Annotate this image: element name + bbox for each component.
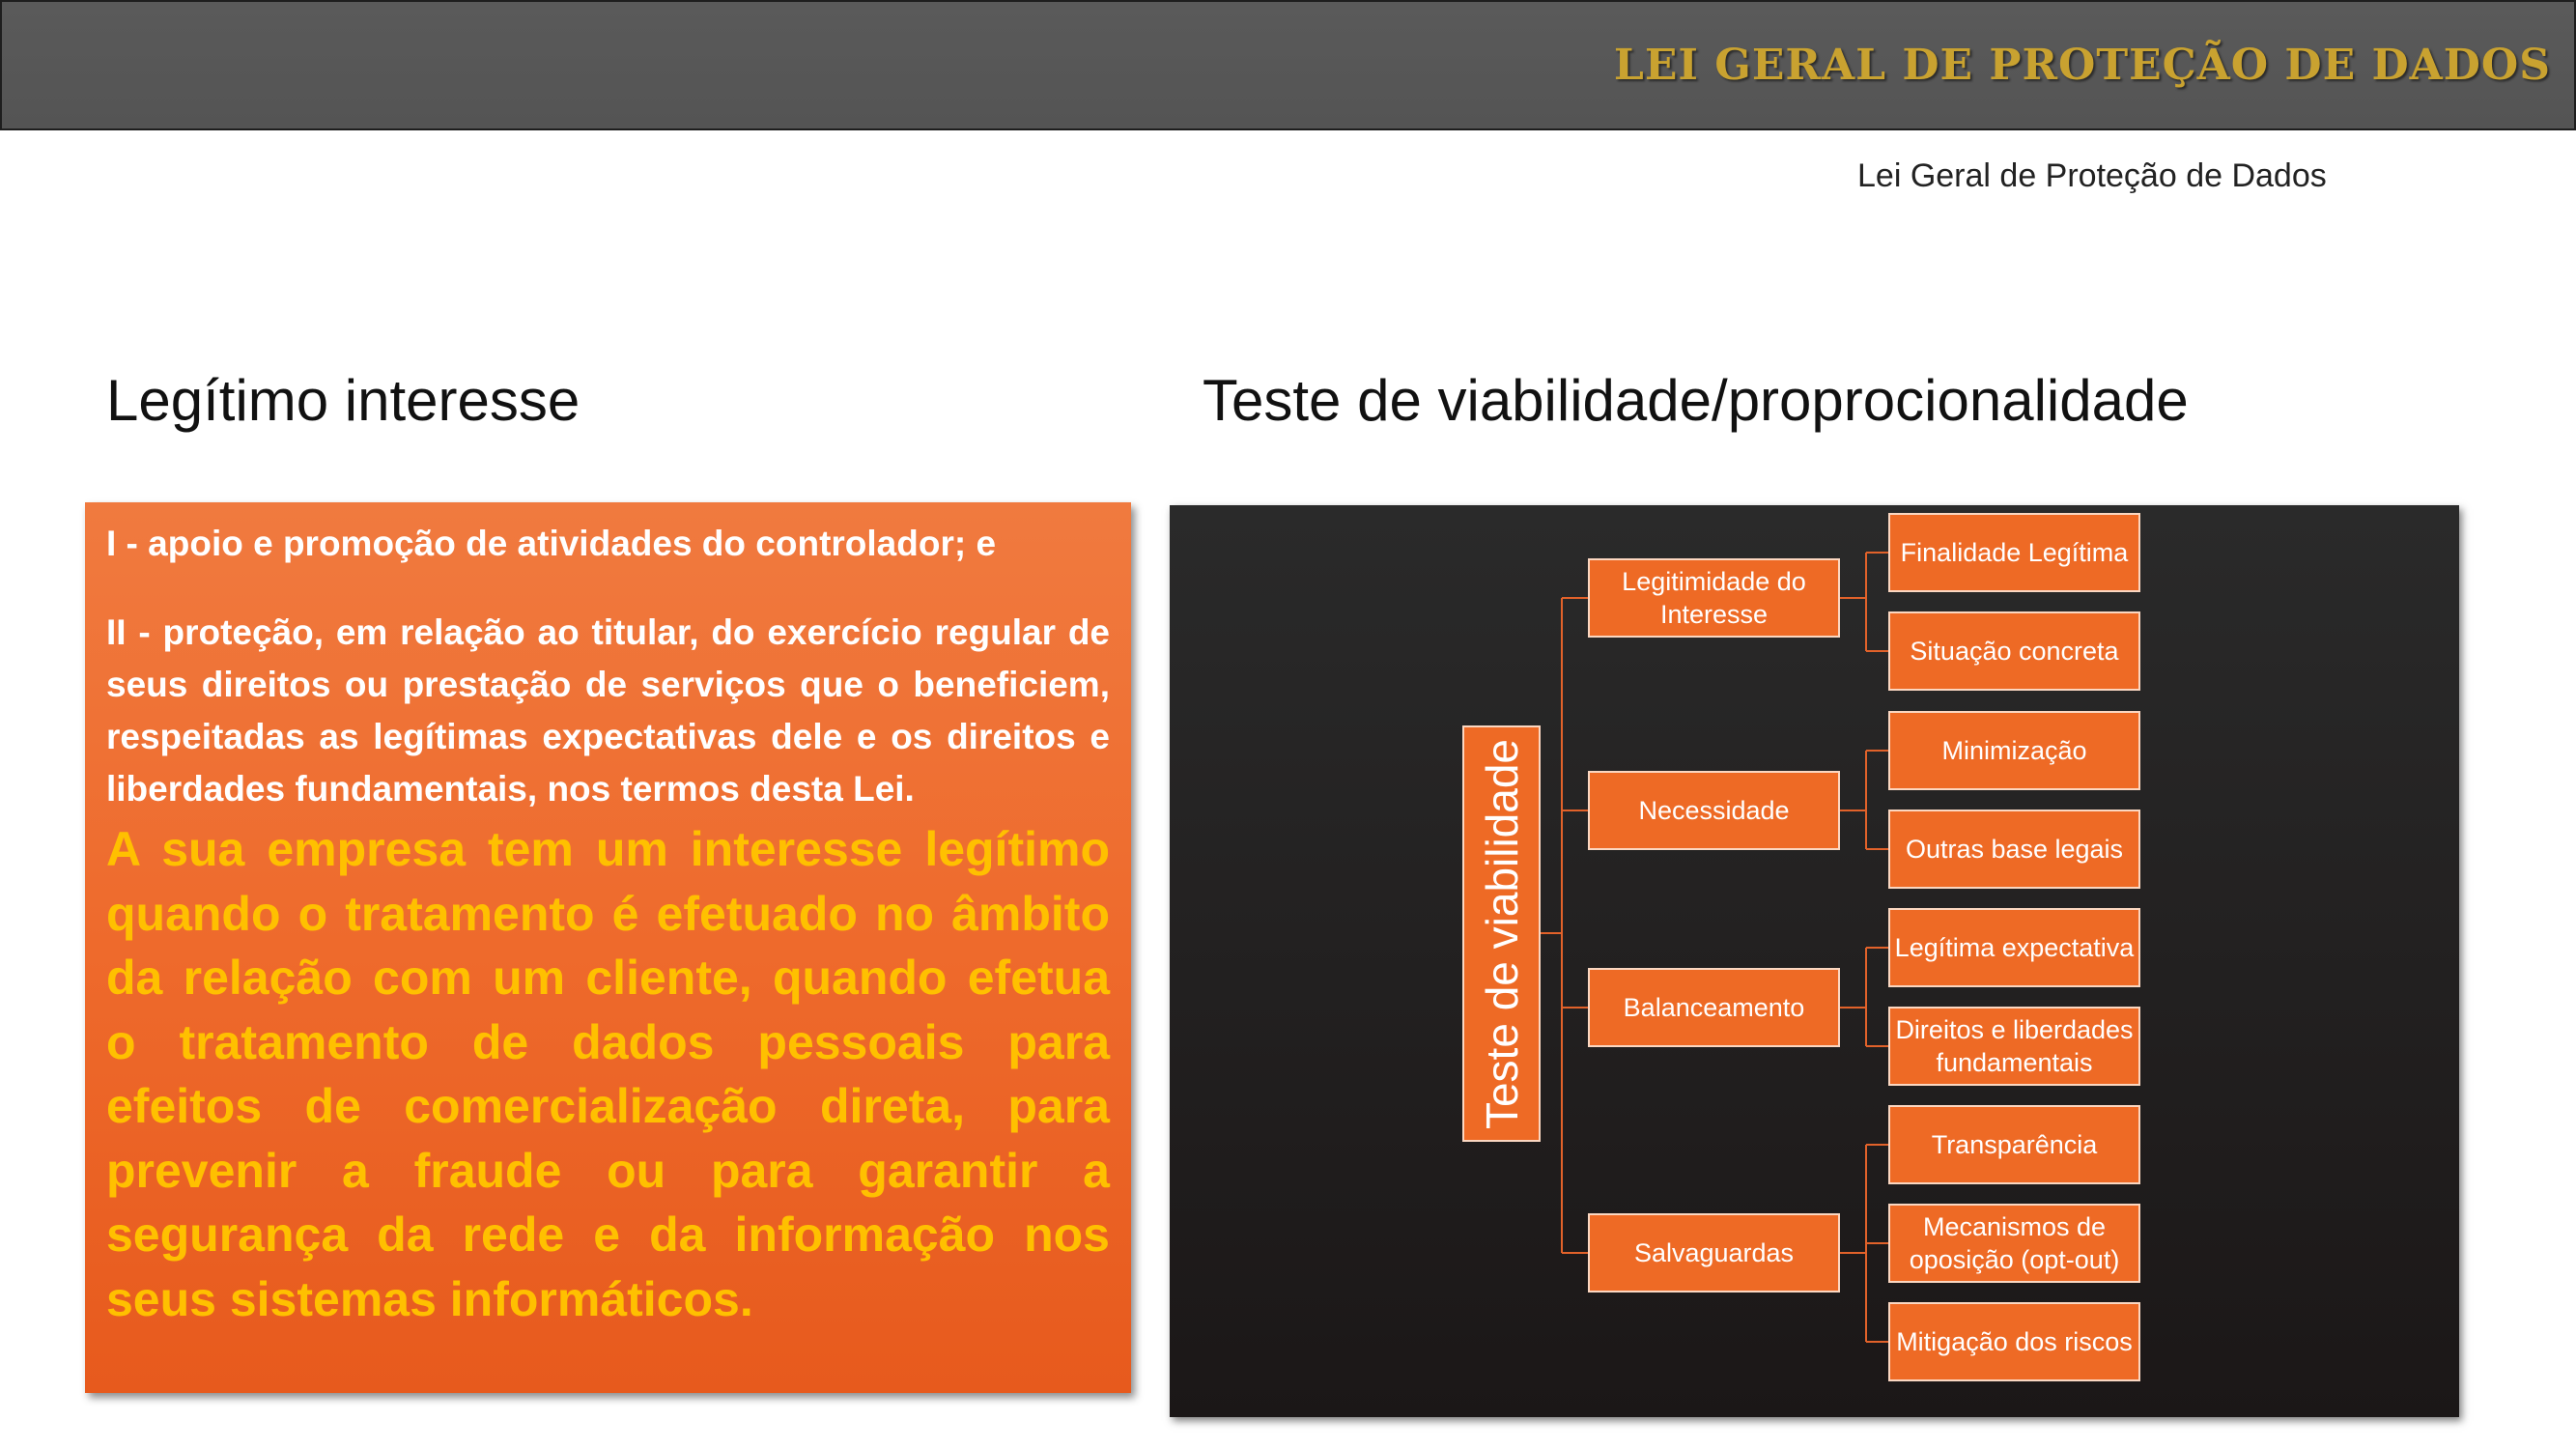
diagram-panel [1170, 505, 2459, 1417]
left-heading: Legítimo interesse [106, 368, 580, 433]
diagram-branch-node: Necessidade [1588, 771, 1840, 850]
diagram-leaf-node: Mitigação dos riscos [1888, 1302, 2140, 1381]
header-bar [0, 0, 2576, 130]
diagram-leaf-node: Finalidade Legítima [1888, 513, 2140, 592]
legitimate-interest-box [85, 502, 1131, 1393]
header-subtitle: Lei Geral de Proteção de Dados [1857, 157, 2327, 194]
diagram-branch-node: Salvaguardas [1588, 1213, 1840, 1293]
paragraph-item-2: II - proteção, em relação ao titular, do exercício regular de seus direitos ou prestação de serviços que o beneficiem, respeitadas as legítimas expectativas dele e os direitos e liberdades fundamentais, nos termos desta Lei. [106, 612, 1110, 809]
paragraph-item-1: I - apoio e promoção de atividades do controlador; e [106, 524, 997, 563]
right-heading: Teste de viabilidade/proprocionalidade [1203, 368, 2189, 433]
diagram-leaf-node: Mecanismos de oposição (opt-out) [1888, 1204, 2140, 1283]
diagram-branch-node: Balanceamento [1588, 968, 1840, 1047]
diagram-root-node [1462, 725, 1541, 1142]
diagram-leaf-node: Legítima expectativa [1888, 908, 2140, 987]
header-title: LEI GERAL DE PROTEÇÃO DE DADOS [1613, 41, 2551, 90]
diagram-branch-node: Legitimidade do Interesse [1588, 558, 1840, 638]
diagram-root-label: Teste de viabilidade [1476, 738, 1527, 1129]
diagram-leaf-node: Direitos e liberdades fundamentais [1888, 1007, 2140, 1086]
diagram-leaf-node: Outras base legais [1888, 810, 2140, 889]
diagram-leaf-node: Situação concreta [1888, 611, 2140, 691]
paragraph-highlight: A sua empresa tem um interesse legítimo quando o tratamento é efetuado no âmbito da relação com um cliente, quando efetua o tratamento de dados pessoais para efeitos de comercialização direta, para prevenir a fraude ou para garantir a segurança da rede e da informação nos seus sistemas informáticos. [106, 822, 1110, 1326]
diagram-leaf-node: Transparência [1888, 1105, 2140, 1184]
diagram-leaf-node: Minimização [1888, 711, 2140, 790]
